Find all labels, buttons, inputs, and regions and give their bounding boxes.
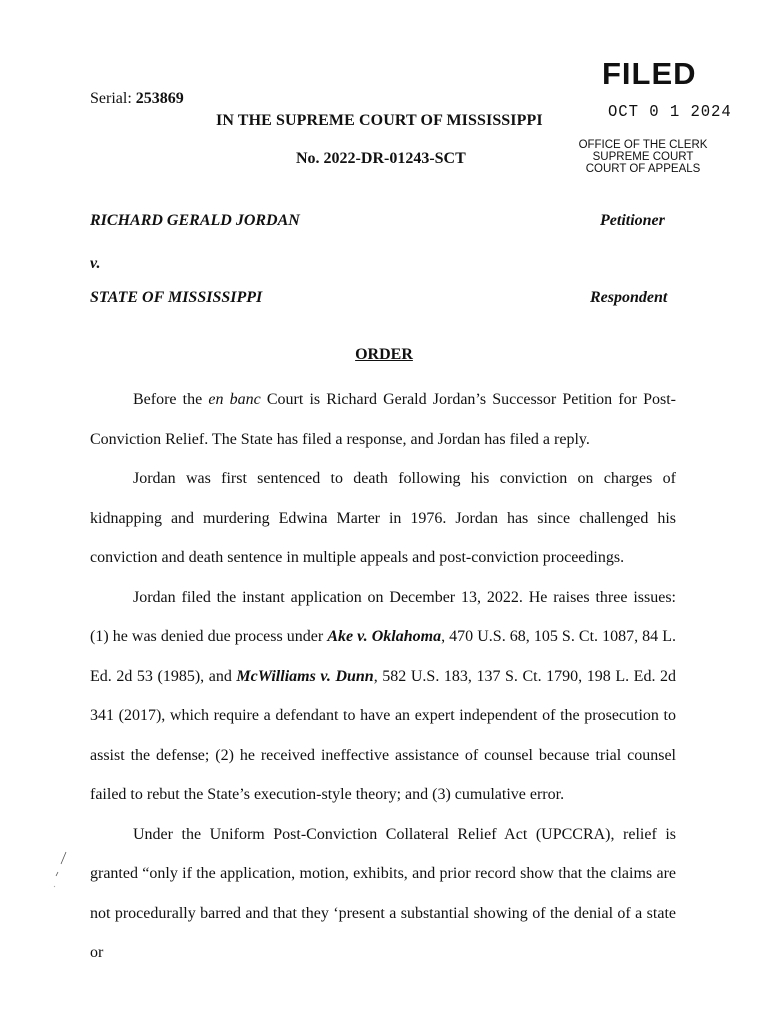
p3-text-c: , 582 U.S. 183, 137 S. Ct. 1790, 198 L. Ed. 2d 341 (2017), which require a defendant to have an expert independent of the prosecution to assist the defense; (2) he received ineffective assistance of counsel because trial counsel failed to rebut the State’s execution-style theory; and (3) cumulative error. (90, 667, 677, 803)
p3-text-b: , 470 U.S. 68, 105 S. Ct. 1087, 84 L. Ed. 2d 53 (1985), and (90, 628, 677, 685)
case-citation-mcwilliams: McWilliams v. Dunn (236, 667, 374, 685)
case-citation-ake: Ake v. Oklahoma (327, 628, 442, 645)
paragraph-3 (90, 578, 676, 815)
court-name: IN THE SUPREME COURT OF MISSISSIPPI (216, 112, 543, 129)
paragraph-4: Under the Uniform Post-Conviction Collateral Relief Act (UPCCRA), relief is granted “only if the application, motion, exhibits, and prior record show that the claims are not procedurally barred and that they ‘present a substantial showing of the denial of a state or (90, 825, 676, 961)
petitioner-name: RICHARD GERALD JORDAN (90, 212, 300, 229)
stamp-line-appeals: COURT OF APPEALS (585, 163, 701, 175)
petitioner-role: Petitioner (600, 212, 665, 229)
versus: v. (90, 255, 101, 272)
respondent-name: STATE OF MISSISSIPPI (90, 289, 263, 306)
paragraph-1 (90, 380, 676, 459)
margin-pen-mark-icon (52, 850, 72, 890)
filed-stamp: FILED (602, 56, 697, 91)
serial-number (90, 90, 184, 108)
p1-text-a: Before the (133, 391, 209, 408)
clerk-office-stamp (572, 139, 714, 175)
p3-text-a: Jordan filed the instant application on December 13, 2022. He raises three issues: (1) he was denied due process under (90, 588, 676, 645)
stamp-line-supreme: SUPREME COURT (592, 151, 694, 163)
stamp-line-office: OFFICE OF THE CLERK (578, 139, 708, 151)
order-title: ORDER (355, 346, 413, 363)
docket-number: No. 2022-DR-01243-SCT (296, 150, 466, 167)
serial-label: Serial: (90, 90, 132, 107)
order-body (90, 380, 676, 973)
p1-text-c: Court is Richard Gerald Jordan’s Successor Petition for Post-Conviction Relief. The State has filed a response, and Jordan has filed a reply. (90, 391, 677, 448)
filed-date: OCT 0 1 2024 (608, 103, 732, 122)
respondent-role: Respondent (590, 289, 668, 306)
serial-value: 253869 (135, 90, 184, 107)
paragraph-2: Jordan was first sentenced to death following his conviction on charges of kidnapping and murdering Edwina Marter in 1976. Jordan has since challenged his conviction and death sentence in multiple appeals and post-conviction proceedings. (90, 470, 676, 566)
p1-en-banc: en banc (208, 391, 261, 408)
